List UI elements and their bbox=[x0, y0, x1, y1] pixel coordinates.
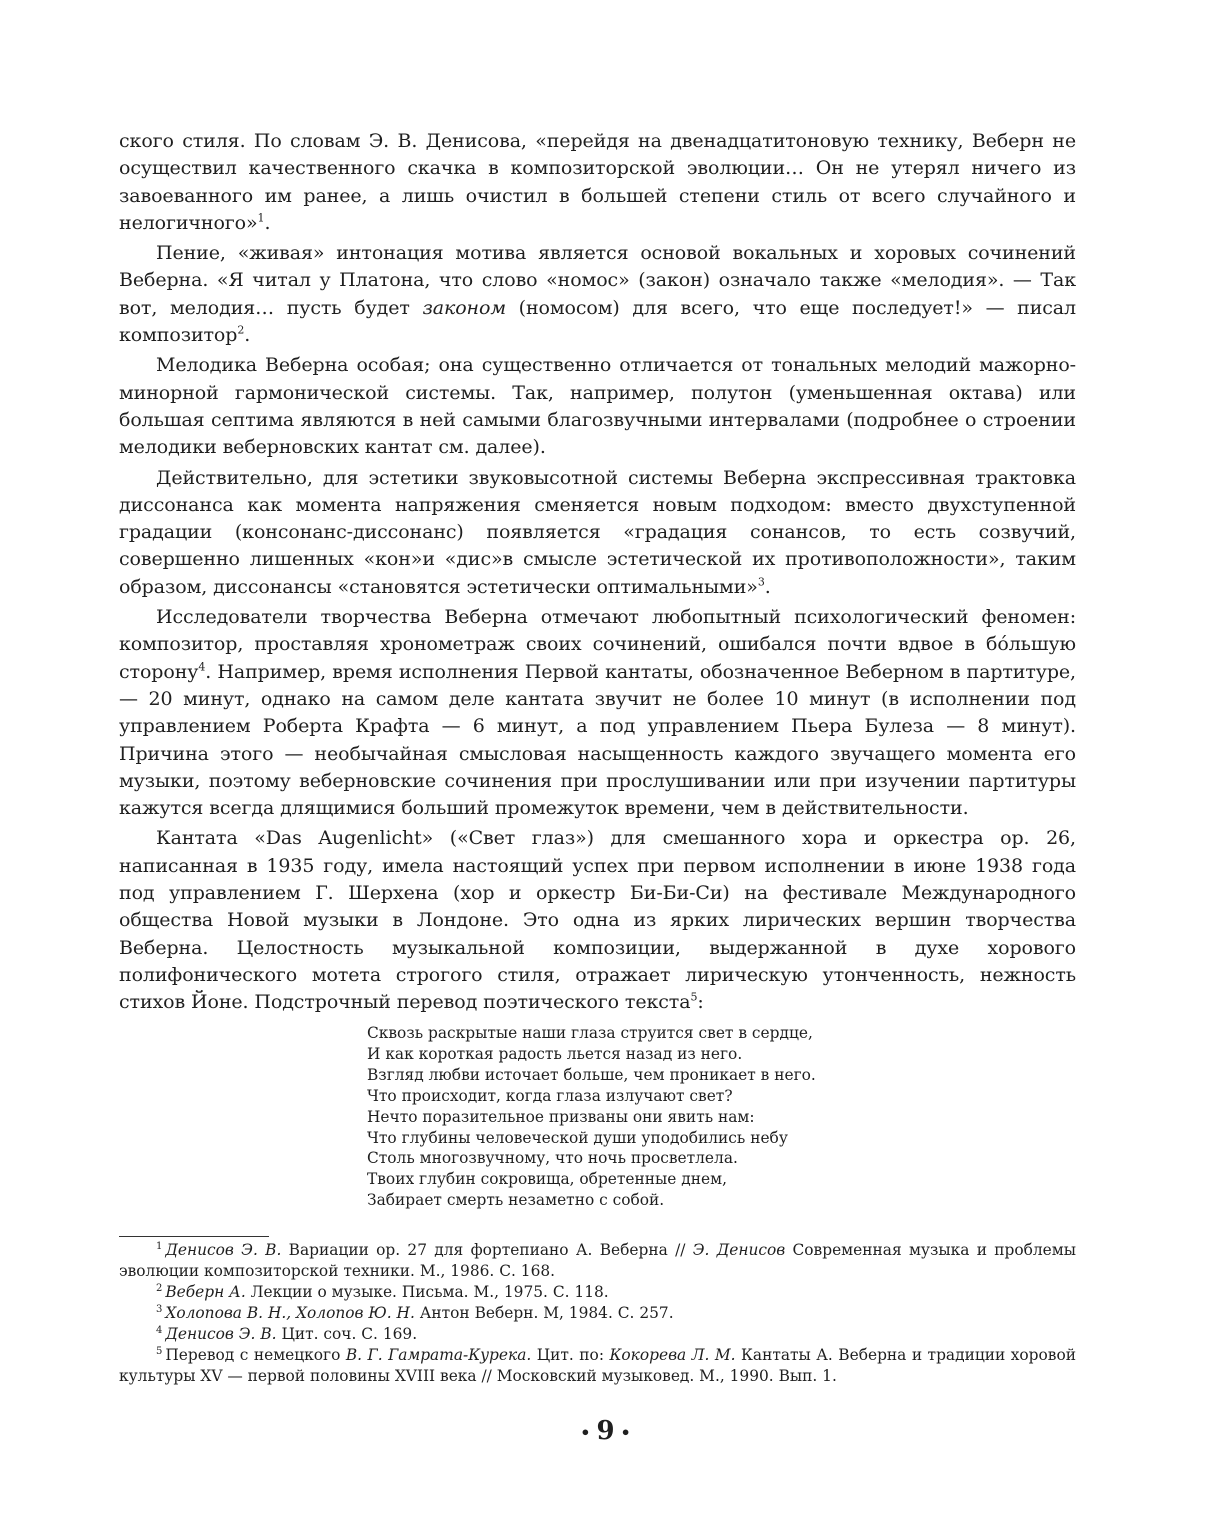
poem-line: Что происходит, когда глаза излучают свет? bbox=[367, 1086, 733, 1105]
poem-line: И как короткая радость льется назад из него. bbox=[367, 1044, 743, 1063]
paragraph-3: Мелодика Веберна особая; она существенно отличается от тональных мелодий мажорно-минорной гармонической системы. Так, например, полутон (уменьшенная октава) или большая септима являются в ней самыми благозвучными интервалами (подробнее о строении мелодики веберновских кантат см. далее). bbox=[119, 354, 1076, 459]
poem-line: Нечто поразительное призваны они явить нам: bbox=[367, 1107, 755, 1126]
footnote-ref-1: 1 bbox=[257, 211, 265, 225]
paragraph-6: Кантата «Das Augenlicht» («Свет глаз») для смешанного хора и оркестра ор. 26, написанная в 1935 году, имела настоящий успех при первом исполнении в июне 1938 года под управлением Г. Шерхена (хор и оркестр Би-Би-Си) на фестивале Международного общества Новой музыки в Лондоне. Это одна из ярких лирических вершин творчества Веберна. Целостность музыкальной композиции, выдержанной в духе хорового полифонического мотета строгого стиля, отражает лирическую утонченность, нежность стихов Йоне. Подстрочный перевод поэтического текста$^5$: bbox=[119, 827, 1076, 1014]
page-number bbox=[0, 1416, 1211, 1446]
poem-line: Твоих глубин сокровища, обретенные днем, bbox=[367, 1170, 727, 1189]
footnote-ref-5: 5 bbox=[690, 990, 698, 1004]
footnote-divider bbox=[119, 1236, 269, 1237]
bullet-right: • bbox=[620, 1422, 631, 1442]
footnote-2: $^2$ Веберн А. Лекции о музыке. Письма. М., 1975. С. 118. bbox=[156, 1282, 609, 1301]
bullet-left: • bbox=[580, 1422, 591, 1442]
footnote-4: $^4$ Денисов Э. В. Цит. соч. С. 169. bbox=[156, 1324, 418, 1343]
footnote-3: $^3$ Холопова В. Н., Холопов Ю. Н. Антон Веберн. М, 1984. С. 257. bbox=[156, 1303, 674, 1322]
paragraph-5: Исследователи творчества Веберна отмечают любопытный психологический феномен: композитор, проставляя хронометраж своих сочинений, ошибался почти вдвое в бóльшую сторону$^4$. Например, время исполнения Первой кантаты, обозначенное Веберном в партитуре, — 20 минут, однако на самом деле кантата звучит не более 10 минут (в исполнении под управлением Роберта Крафта — 6 минут, а под управлением Пьера Булеза — 8 минут). Причина этого — необычайная смысловая насыщенность каждого звучащего момента его музыки, поэтому веберновские сочинения при прослушивании или при изучении партитуры кажутся всегда длящимися больший промежуток времени, чем в действительности. bbox=[119, 606, 1076, 820]
main-text bbox=[119, 128, 1076, 1020]
poem-translation bbox=[367, 1023, 927, 1211]
poem-line: Столь многозвучному, что ночь просветлела. bbox=[367, 1149, 738, 1168]
footnotes bbox=[119, 1240, 1076, 1387]
poem-line: Сквозь раскрытые наши глаза струится свет в сердце, bbox=[367, 1024, 813, 1042]
footnote-ref-3: 3 bbox=[757, 575, 765, 589]
poem-line: Взгляд любви источает больше, чем проникает в него. bbox=[367, 1065, 816, 1084]
page-number-value: 9 bbox=[596, 1416, 615, 1446]
paragraph-1: ского стиля. По словам Э. В. Денисова, «перейдя на двенадцатитоновую технику, Веберн не осуществил качественного скачка в композиторской эволюции… Он не утерял ничего из завоеванного им ранее, а лишь очистил в большей степени стиль от всего случайного и нелогичного»$^1$. bbox=[119, 130, 1076, 234]
footnote-ref-4: 4 bbox=[198, 660, 206, 674]
footnote-1: $^1$ Денисов Э. В. Вариации ор. 27 для фортепиано А. Веберна // Э. Денисов Современная музыка и проблемы эволюции композиторской техники. М., 1986. С. 168. bbox=[119, 1240, 1077, 1280]
footnote-ref-2: 2 bbox=[237, 323, 245, 337]
poem-line: Забирает смерть незаметно с собой. bbox=[367, 1191, 665, 1210]
footnote-5: $^5$ Перевод с немецкого В. Г. Гамрата-Курека. Цит. по: Кокорева Л. М. Кантаты А. Веберна и традиции хоровой культуры XV — первой половины XVIII века // Московский музыковед. М., 1990. Вып. 1. bbox=[119, 1345, 1076, 1385]
poem-line: Что глубины человеческой души уподобились небу bbox=[367, 1128, 788, 1147]
paragraph-4: Действительно, для эстетики звуковысотной системы Веберна экспрессивная трактовка диссонанса как момента напряжения сменяется новым подходом: вместо двухступенной градации (консонанс-диссонанс) появляется «градация сонансов, то есть созвучий, совершенно лишенных «кон»и «дис»в смысле эстетической их противоположности», таким образом, диссонансы «становятся эстетически оптимальными»$^3$. bbox=[119, 466, 1076, 598]
paragraph-2: Пение, «живая» интонация мотива является основой вокальных и хоровых сочинений Веберна. «Я читал у Платона, что слово «номос» (закон) означало также «мелодия». — Так вот, мелодия… пусть будет законом (номосом) для всего, что еще последует!» — писал композитор$^2$. bbox=[119, 242, 1077, 347]
